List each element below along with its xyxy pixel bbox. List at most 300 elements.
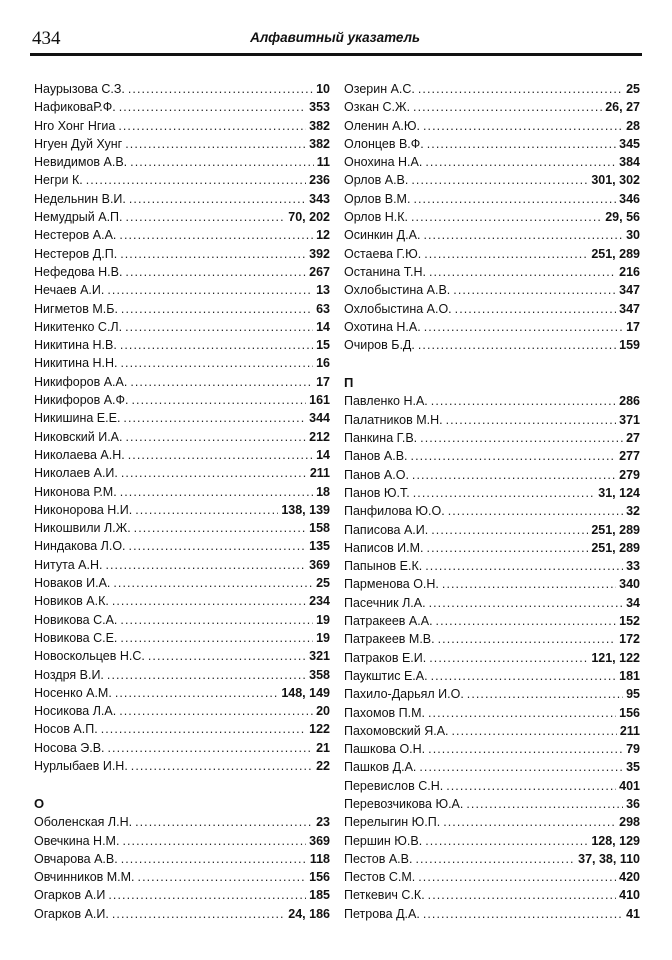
entry-pages: 24, 186 <box>288 906 330 921</box>
dot-leader <box>428 704 616 722</box>
left-column <box>34 80 330 923</box>
entry-name: Овечкина Н.М. <box>34 833 120 848</box>
entry-pages: 25 <box>626 82 640 96</box>
index-entry <box>34 537 330 555</box>
dot-leader <box>108 739 314 757</box>
dot-leader <box>418 80 623 98</box>
dot-leader <box>443 813 616 831</box>
index-entry <box>34 757 330 775</box>
index-entry <box>344 630 640 648</box>
dot-leader <box>420 429 623 447</box>
entry-name: Патраков Е.И. <box>344 650 427 665</box>
running-title: Алфавитный указатель <box>250 30 420 45</box>
index-entry <box>344 245 640 263</box>
index-entry <box>344 171 640 189</box>
index-entry <box>344 98 640 116</box>
dot-leader <box>120 245 306 263</box>
entry-name: Нестеров А.А. <box>34 228 117 243</box>
index-entry <box>34 905 330 923</box>
entry-pages: 156 <box>619 705 640 720</box>
dot-leader <box>118 117 306 135</box>
dot-leader <box>431 521 588 539</box>
entry-name: Носова Э.В. <box>34 740 105 755</box>
dot-leader <box>423 226 623 244</box>
entry-pages: 33 <box>626 559 640 574</box>
index-entry <box>344 226 640 244</box>
entry-pages: 369 <box>309 557 330 572</box>
entry-name: Парменова О.Н. <box>344 577 439 592</box>
entry-name: Осинкин Д.А. <box>344 228 421 243</box>
entry-pages: 156 <box>309 870 330 885</box>
entry-name: Панов А.О. <box>344 467 409 482</box>
index-entry <box>34 647 330 665</box>
dot-leader <box>130 153 314 171</box>
entry-name: Ноздря В.И. <box>34 667 104 682</box>
index-entry <box>34 611 330 629</box>
index-entry <box>344 429 640 447</box>
dot-leader <box>112 592 306 610</box>
index-entry <box>344 392 640 410</box>
entry-name: Николаева А.Н. <box>34 447 125 462</box>
index-entry <box>344 80 640 98</box>
dot-leader <box>442 575 616 593</box>
dot-leader <box>413 484 596 502</box>
dot-leader <box>101 720 306 738</box>
entry-pages: 340 <box>619 577 640 592</box>
entries-n <box>34 80 330 775</box>
entry-pages: 301, 302 <box>591 173 640 188</box>
entry-pages: 63 <box>316 301 330 316</box>
dot-leader <box>411 208 602 226</box>
entry-pages: 16 <box>316 356 330 371</box>
index-entry <box>34 153 330 171</box>
dot-leader <box>112 905 285 923</box>
index-entry <box>34 391 330 409</box>
index-entry <box>34 556 330 574</box>
entry-pages: 41 <box>626 906 640 921</box>
entry-name: Пестов А.В. <box>344 851 413 866</box>
index-entry <box>344 208 640 226</box>
entry-name: Нестеров Д.П. <box>34 246 118 261</box>
entry-pages: 216 <box>619 264 640 279</box>
dot-leader <box>131 757 313 775</box>
entry-pages: 19 <box>316 612 330 627</box>
dot-leader <box>123 409 306 427</box>
dot-leader <box>425 832 588 850</box>
entry-pages: 158 <box>309 521 330 536</box>
index-entry <box>344 466 640 484</box>
entry-name: Палатников М.Н. <box>344 412 443 427</box>
dot-leader <box>138 868 307 886</box>
entry-name: Панфилова Ю.О. <box>344 504 445 519</box>
entry-name: Новаков И.А. <box>34 576 111 591</box>
dot-leader <box>452 722 617 740</box>
index-entry <box>34 832 330 850</box>
entry-pages: 152 <box>619 614 640 629</box>
index-entry <box>344 117 640 135</box>
entry-pages: 118 <box>309 851 330 866</box>
dot-leader <box>429 594 624 612</box>
entry-name: Новикова С.А. <box>34 612 118 627</box>
entry-pages: 23 <box>316 815 330 830</box>
entry-pages: 28 <box>626 118 640 133</box>
dot-leader <box>105 556 306 574</box>
index-entry <box>34 263 330 281</box>
dot-leader <box>446 777 616 795</box>
entry-pages: 321 <box>309 649 330 664</box>
dot-leader <box>115 684 279 702</box>
entry-pages: 185 <box>309 888 330 903</box>
entry-name: Написов И.М. <box>344 540 424 555</box>
entry-name: Першин Ю.В. <box>344 833 423 848</box>
index-entry <box>34 117 330 135</box>
dot-leader <box>428 740 623 758</box>
entry-name: Пестов С.М. <box>344 870 416 885</box>
index-entry <box>34 208 330 226</box>
entry-pages: 161 <box>309 393 330 408</box>
entry-name: Охлобыстина А.В. <box>344 283 451 298</box>
dot-leader <box>418 868 616 886</box>
dot-leader <box>453 281 616 299</box>
index-entry <box>34 592 330 610</box>
entry-name: Онохина Н.А. <box>344 155 423 170</box>
entry-pages: 14 <box>316 319 330 334</box>
dot-leader <box>121 300 313 318</box>
entry-pages: 211 <box>619 723 640 738</box>
entry-pages: 17 <box>626 319 640 334</box>
dot-leader <box>425 153 616 171</box>
entry-pages: 212 <box>309 429 330 444</box>
index-entry <box>344 190 640 208</box>
index-entry <box>344 905 640 923</box>
index-entry <box>344 832 640 850</box>
entries-o-right <box>344 80 640 354</box>
entry-pages: 345 <box>619 136 640 151</box>
entry-name: Никишина Е.Е. <box>34 411 121 426</box>
section-letter-o: О <box>34 796 45 812</box>
entry-name: Озкан С.Ж. <box>344 100 411 115</box>
index-entry <box>344 281 640 299</box>
entry-name: Новоскольцев Н.С. <box>34 649 145 664</box>
entry-pages: 13 <box>316 283 330 298</box>
entry-name: Оленин А.Ю. <box>344 118 421 133</box>
dot-leader <box>413 98 602 116</box>
index-entry <box>34 464 330 482</box>
entry-name: Петкевич С.К. <box>344 888 425 903</box>
entry-pages: 369 <box>309 833 330 848</box>
index-entry <box>344 649 640 667</box>
entry-name: Панов Ю.Т. <box>344 485 410 500</box>
entry-pages: 70, 202 <box>288 210 330 225</box>
entry-name: Никитина Н.В. <box>34 338 117 353</box>
dot-leader <box>428 886 616 904</box>
entry-pages: 10 <box>316 82 330 96</box>
entry-name: Паукштис Е.А. <box>344 668 428 683</box>
dot-leader <box>108 886 306 904</box>
right-column <box>344 80 640 923</box>
index-entry <box>34 190 330 208</box>
entry-name: Ниндакова Л.О. <box>34 539 126 554</box>
entry-pages: 392 <box>309 246 330 261</box>
dot-leader <box>132 391 307 409</box>
index-entry <box>34 80 330 98</box>
entry-name: Нефедова Н.В. <box>34 264 123 279</box>
index-entry <box>34 428 330 446</box>
entry-pages: 15 <box>316 338 330 353</box>
dot-leader <box>427 135 616 153</box>
dot-leader <box>424 245 588 263</box>
dot-leader <box>431 667 617 685</box>
entry-name: Перелыгин Ю.П. <box>344 815 441 830</box>
dot-leader <box>125 318 313 336</box>
entry-name: Панкина Г.В. <box>344 431 418 446</box>
entry-name: Пахомов П.М. <box>344 705 425 720</box>
entry-pages: 277 <box>619 449 640 464</box>
entry-pages: 346 <box>619 191 640 206</box>
entry-name: Овчинников М.М. <box>34 870 135 885</box>
entry-pages: 30 <box>626 228 640 243</box>
entry-name: Наурызова С.З. <box>34 82 125 96</box>
entry-pages: 21 <box>316 740 330 755</box>
entry-name: Останина Т.Н. <box>344 264 426 279</box>
dot-leader <box>411 447 617 465</box>
dot-leader <box>120 336 313 354</box>
dot-leader <box>119 702 313 720</box>
entry-pages: 298 <box>619 815 640 830</box>
index-entry <box>34 373 330 391</box>
dot-leader <box>120 483 313 501</box>
entry-name: Никитина Н.Н. <box>34 356 118 371</box>
entry-pages: 121, 122 <box>591 650 640 665</box>
index-entry <box>344 722 640 740</box>
entry-pages: 128, 129 <box>591 833 640 848</box>
index-entry <box>344 318 640 336</box>
entries-p <box>344 392 640 923</box>
entry-pages: 36 <box>626 796 640 811</box>
entry-pages: 17 <box>316 374 330 389</box>
dot-leader <box>415 850 575 868</box>
entry-pages: 267 <box>309 264 330 279</box>
entry-name: Недельнин В.И. <box>34 191 126 206</box>
entry-name: Никовский И.А. <box>34 429 123 444</box>
entry-name: Негри К. <box>34 173 83 188</box>
dot-leader <box>448 502 623 520</box>
dot-leader <box>429 649 588 667</box>
index-entry <box>34 245 330 263</box>
dot-leader <box>126 208 286 226</box>
dot-leader <box>121 850 307 868</box>
index-entry <box>344 868 640 886</box>
entry-name: Носенко А.М. <box>34 685 112 700</box>
index-entry <box>344 740 640 758</box>
dot-leader <box>119 98 306 116</box>
entry-pages: 211 <box>309 466 330 481</box>
dot-leader <box>418 336 616 354</box>
entry-name: Пахило-Дарьял И.О. <box>344 687 464 702</box>
entry-name: Патракеев М.В. <box>344 632 435 647</box>
entry-pages: 251, 289 <box>591 540 640 555</box>
index-entry <box>34 813 330 831</box>
entry-pages: 22 <box>316 758 330 773</box>
entry-name: Оболенская Л.Н. <box>34 815 133 830</box>
index-entry <box>34 868 330 886</box>
entry-name: Перевозчикова Ю.А. <box>344 796 464 811</box>
entry-pages: 353 <box>309 100 330 115</box>
index-entry <box>34 850 330 868</box>
index-entry <box>34 318 330 336</box>
entry-pages: 371 <box>619 412 640 427</box>
entry-pages: 410 <box>619 888 640 903</box>
entry-pages: 35 <box>626 760 640 775</box>
index-entry <box>344 539 640 557</box>
index-entry <box>34 354 330 372</box>
dot-leader <box>113 574 313 592</box>
index-entry <box>344 850 640 868</box>
index-entry <box>34 739 330 757</box>
index-entry <box>344 612 640 630</box>
dot-leader <box>122 832 306 850</box>
entry-name: НафиковаР.Ф. <box>34 100 116 115</box>
index-entry <box>344 263 640 281</box>
dot-leader <box>466 795 623 813</box>
entry-name: Нурлыбаев И.Н. <box>34 758 128 773</box>
index-entry <box>344 758 640 776</box>
dot-leader <box>135 813 313 831</box>
entry-pages: 18 <box>316 484 330 499</box>
index-entry <box>344 135 640 153</box>
dot-leader <box>121 464 307 482</box>
entry-pages: 347 <box>619 283 640 298</box>
entry-name: Пасечник Л.А. <box>344 595 426 610</box>
entry-pages: 181 <box>619 668 640 683</box>
entry-name: Николаев А.И. <box>34 466 118 481</box>
index-entry <box>34 446 330 464</box>
entry-pages: 14 <box>316 447 330 462</box>
entry-name: Нго Хонг Нгиа <box>34 118 116 133</box>
entry-name: Орлов В.М. <box>344 191 411 206</box>
dot-leader <box>128 80 313 98</box>
dot-leader <box>129 190 306 208</box>
dot-leader <box>423 905 623 923</box>
dot-leader <box>436 612 617 630</box>
entry-pages: 37, 38, 110 <box>578 851 640 866</box>
dot-leader <box>107 281 313 299</box>
dot-leader <box>107 666 306 684</box>
page-header <box>30 26 642 56</box>
entry-name: Никифоров А.А. <box>34 374 128 389</box>
entry-name: Никифоров А.Ф. <box>34 393 129 408</box>
index-entry <box>344 575 640 593</box>
entry-name: Невидимов А.В. <box>34 155 128 170</box>
index-entry <box>34 409 330 427</box>
entry-pages: 420 <box>619 870 640 885</box>
entry-name: Остаева Г.Ю. <box>344 246 422 261</box>
index-entry <box>34 98 330 116</box>
dot-leader <box>134 519 306 537</box>
entry-name: Орлов Н.К. <box>344 210 409 225</box>
entry-name: Новикова С.Е. <box>34 630 118 645</box>
entry-name: Новиков А.К. <box>34 594 109 609</box>
entry-name: Охлобыстина А.О. <box>344 301 452 316</box>
index-entry <box>344 153 640 171</box>
index-entry <box>344 557 640 575</box>
index-entry <box>344 502 640 520</box>
dot-leader <box>467 685 623 703</box>
entry-name: Перевислов С.Н. <box>344 778 444 793</box>
entry-pages: 34 <box>626 595 640 610</box>
dot-leader <box>427 539 589 557</box>
entry-pages: 234 <box>309 594 330 609</box>
index-entry <box>344 336 640 354</box>
dot-leader <box>425 557 623 575</box>
dot-leader <box>412 466 616 484</box>
entry-name: Очиров Б.Д. <box>344 338 415 353</box>
entry-name: Панов А.В. <box>344 449 408 464</box>
index-entry <box>344 411 640 429</box>
index-entry <box>34 336 330 354</box>
index-entry <box>34 519 330 537</box>
dot-leader <box>438 630 617 648</box>
entry-pages: 122 <box>309 722 330 737</box>
entry-name: Нигметов М.Б. <box>34 301 118 316</box>
entry-pages: 135 <box>309 539 330 554</box>
entry-name: Павленко Н.А. <box>344 394 428 409</box>
entry-pages: 79 <box>626 742 640 757</box>
index-entry <box>34 666 330 684</box>
index-entry <box>34 702 330 720</box>
entry-name: Олонцев В.Ф. <box>344 136 424 151</box>
dot-leader <box>120 629 313 647</box>
entry-pages: 172 <box>619 632 640 647</box>
index-entry <box>34 135 330 153</box>
index-entry <box>34 226 330 244</box>
dot-leader <box>429 263 616 281</box>
entry-name: Никонорова Н.И. <box>34 502 133 517</box>
dot-leader <box>423 117 623 135</box>
entry-name: Патракеев А.А. <box>344 614 433 629</box>
entry-pages: 26, 27 <box>605 100 640 115</box>
index-entry <box>344 484 640 502</box>
dot-leader <box>129 537 307 555</box>
index-entry <box>344 521 640 539</box>
entry-pages: 148, 149 <box>281 685 330 700</box>
entry-pages: 382 <box>309 136 330 151</box>
entry-name: Паписова А.И. <box>344 522 429 537</box>
index-entry <box>344 594 640 612</box>
index-entry <box>34 886 330 904</box>
dot-leader <box>125 135 306 153</box>
index-entry <box>344 667 640 685</box>
entry-name: Носов А.П. <box>34 722 98 737</box>
entry-pages: 31, 124 <box>598 485 640 500</box>
entry-name: Овчарова А.В. <box>34 851 118 866</box>
entry-name: Пашкова О.Н. <box>344 742 426 757</box>
index-entry <box>34 501 330 519</box>
entry-name: Никонова Р.М. <box>34 484 117 499</box>
entries-o-left <box>34 813 330 923</box>
entry-pages: 344 <box>309 411 330 426</box>
entry-name: Нгуен Дуй Хунг <box>34 136 123 151</box>
dot-leader <box>148 647 306 665</box>
entry-name: Пашков Д.А. <box>344 760 417 775</box>
entry-pages: 343 <box>309 191 330 206</box>
entry-pages: 138, 139 <box>281 502 330 517</box>
index-entry <box>344 886 640 904</box>
entry-name: Огарков А.И. <box>34 906 109 921</box>
index-entry <box>344 704 640 722</box>
dot-leader <box>125 263 306 281</box>
entry-pages: 401 <box>619 778 640 793</box>
